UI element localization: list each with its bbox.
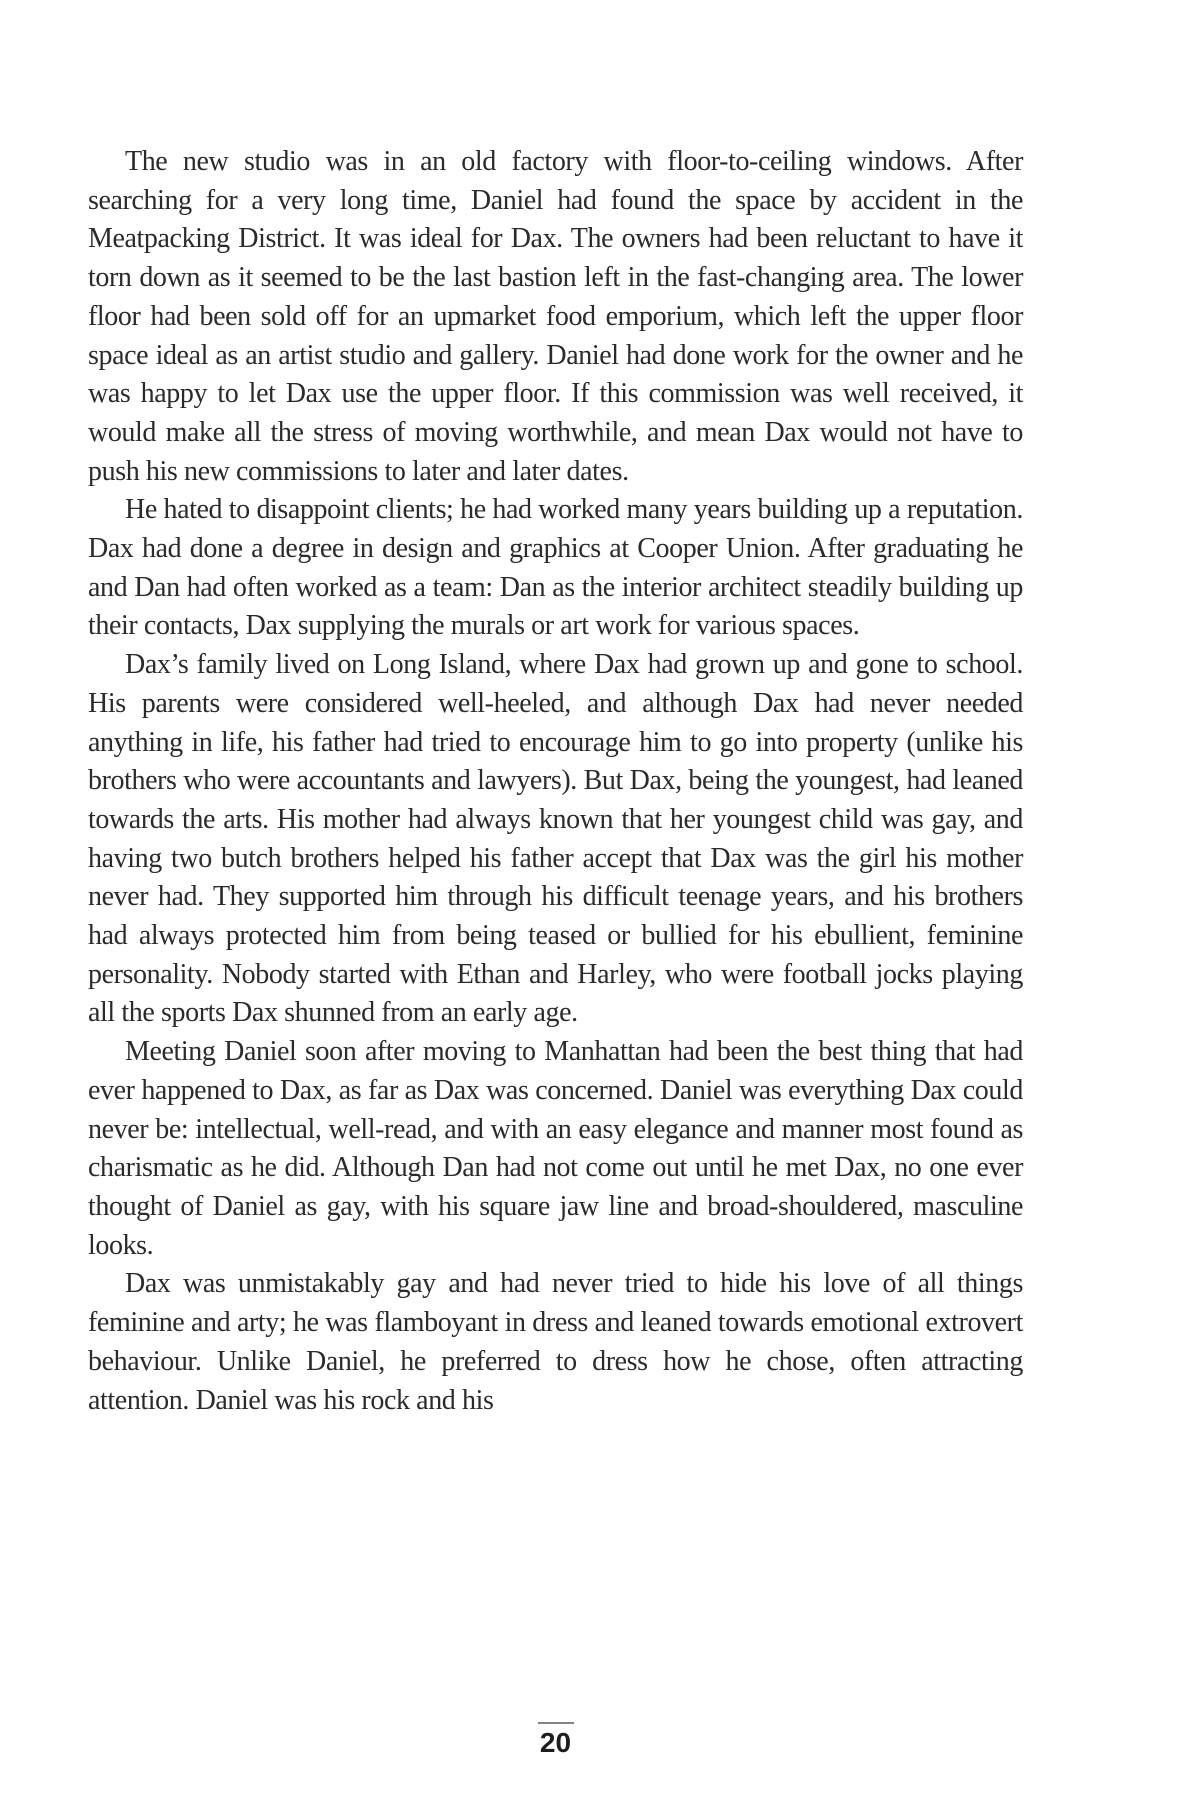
page-footer	[88, 1722, 1023, 1757]
paragraph-3: Dax’s family lived on Long Island, where Dax had grown up and gone to school. His parents were considered well-heeled, and although Dax had never needed anything in life, his father had tried to encourage him to go into property (unlike his brothers who were accountants and lawyers). But Dax, being the youngest, had leaned towards the arts. His mother had always known that her youngest child was gay, and having two butch brothers helped his father accept that Dax was the girl his mother never had. They supported him through his difficult teenage years, and his brothers had always protected him from being teased or bullied for his ebullient, feminine personality. Nobody started with Ethan and Harley, who were football jocks playing all the sports Dax shunned from an early age.	[88, 649, 1023, 1029]
paragraph-4: Meeting Daniel soon after moving to Manhattan had been the best thing that had ever happened to Dax, as far as Dax was concerned. Daniel was everything Dax could never be: intellectual, well-read, and with an easy elegance and manner most found as charismatic as he did. Although Dan had not come out until he met Dax, no one ever thought of Daniel as gay, with his square jaw line and broad-shouldered, masculine looks.	[88, 1036, 1023, 1261]
text-block	[88, 143, 1023, 1420]
paragraph-2: He hated to disappoint clients; he had worked many years building up a reputation. Dax had done a degree in design and graphics at Cooper Union. After graduating he and Dan had often worked as a team: Dan as the interior architect steadily building up their contacts, Dax supplying the murals or art work for various spaces.	[88, 494, 1023, 642]
page-number: 20	[539, 1727, 572, 1758]
paragraph-1: The new studio was in an old factory with floor-to-ceiling windows. After searching for a very long time, Daniel had found the space by accident in the Meatpacking District. It was ideal for Dax. The owners had been reluctant to have it torn down as it seemed to be the last bastion left in the fast-changing area. The lower floor had been sold off for an upmarket food emporium, which left the upper floor space ideal as an artist studio and gallery. Daniel had done work for the owner and he was happy to let Dax use the upper floor. If this commission was well received, it would make all the stress of moving worthwhile, and mean Dax would not have to push his new commissions to later and later dates.	[88, 146, 1023, 487]
folio-rule	[538, 1722, 574, 1724]
paragraph-5: Dax was unmistakably gay and had never tried to hide his love of all things feminine and arty; he was flamboyant in dress and leaned towards emotional extrovert behaviour. Unlike Daniel, he preferred to dress how he chose, often attracting attention. Daniel was his rock and his	[88, 1268, 1023, 1416]
